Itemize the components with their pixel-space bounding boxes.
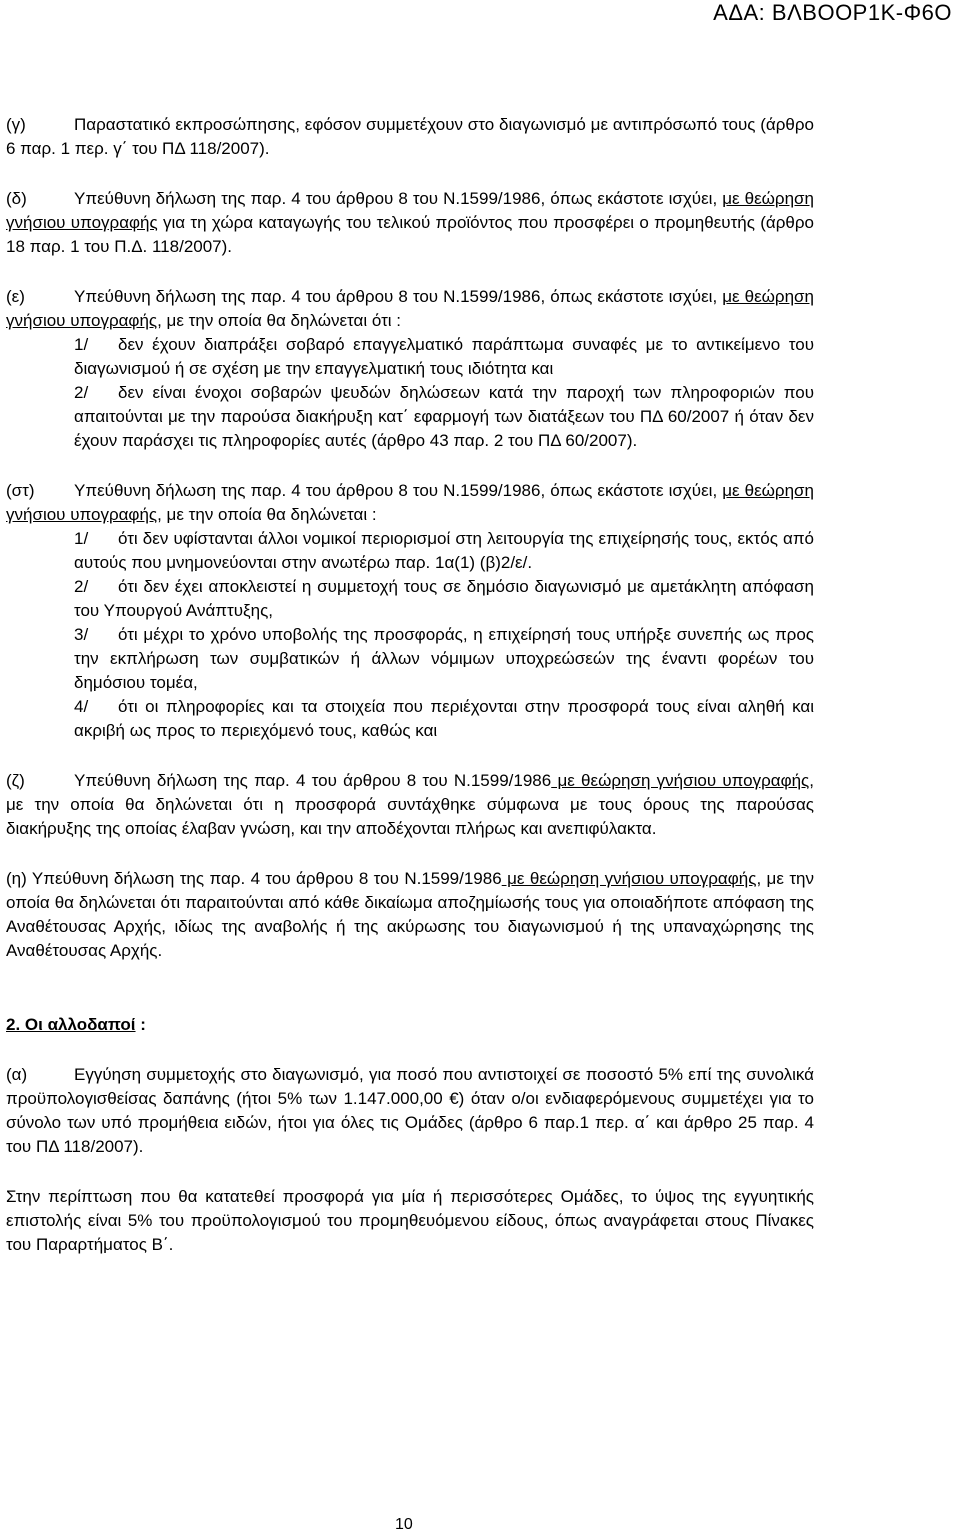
sub-text: δεν είναι ένοχοι σοβαρών ψευδών δηλώσεων κατά την παροχή των πληροφοριών που απαιτούνται με την παρούσα διακήρυξη κατ΄ εφαρμογή των διατάξεων του ΠΔ 60/2007 ή όταν δεν έχουν παράσχει τις πληροφορίες αυτές (άρθρο 43 παρ. 2 του ΠΔ 60/2007). [74, 383, 814, 450]
item-z [6, 769, 814, 841]
item-z-underlined: με θεώρηση γνήσιου υπογραφής [551, 771, 810, 790]
item-g-label: (γ) [6, 115, 26, 134]
item-e-label: (ε) [6, 287, 25, 306]
item-d-label: (δ) [6, 189, 27, 208]
item-st-text-a: Υπεύθυνη δήλωση της παρ. 4 του άρθρου 8 του Ν.1599/1986, όπως εκάστοτε ισχύει, [74, 481, 723, 500]
item-d-text-a: Υπεύθυνη δήλωση της παρ. 4 του άρθρου 8 του Ν.1599/1986, όπως εκάστοτε ισχύει, [74, 189, 723, 208]
ada-code: ΑΔΑ: ΒΛΒΟΟΡ1Κ-Φ6Ο [713, 0, 952, 25]
item-e-text-a: Υπεύθυνη δήλωση της παρ. 4 του άρθρου 8 του Ν.1599/1986, όπως εκάστοτε ισχύει, [74, 287, 723, 306]
section-2-title-text: 2. Οι αλλοδαποί [6, 1015, 136, 1034]
item-g [6, 113, 814, 161]
document-body [6, 113, 814, 1257]
sub-text: ότι δεν έχει αποκλειστεί η συμμετοχή τους σε δημόσιο διαγωνισμό με αμετάκλητη απόφαση του Υπουργού Ανάπτυξης, [74, 577, 814, 620]
item-st [6, 479, 814, 527]
item-i-label: (η) [6, 869, 27, 888]
item-st-underlined: με θεώρηση γνήσιου υπογραφής [6, 481, 814, 524]
sub-number: 4/ [74, 697, 89, 716]
item-z-text-b: , με την οποία θα δηλώνεται ότι η προσφορά συντάχθηκε σύμφωνα με τους όρους της παρούσας διακήρυξης της οποίας έλαβαν γνώση, και την αποδέχονται πλήρως και ανεπιφύλακτα. [6, 771, 814, 838]
item-i [6, 867, 814, 963]
item-st-sub-3 [6, 623, 814, 695]
item-e-underlined: με θεώρηση γνήσιου υπογραφής [6, 287, 814, 330]
item-e-sub-2 [6, 381, 814, 453]
item-d-text-b: για τη χώρα καταγωγής του τελικού προϊόντος που προσφέρει ο προμηθευτής (άρθρο 18 παρ. 1 του Π.Δ. 118/2007). [6, 213, 814, 256]
section-2-item-a [6, 1063, 814, 1159]
item-st-text-b: , με την οποία θα δηλώνεται : [157, 505, 377, 524]
sub-text: ότι δεν υφίστανται άλλοι νομικοί περιορισμοί στη λειτουργία της επιχείρησής τους, εκτός από αυτούς που μνημονεύονται στην ανωτέρω παρ. 1α(1) (β)2/ε/. [74, 529, 814, 572]
sub-number: 1/ [74, 529, 89, 548]
item-st-sub-2 [6, 575, 814, 623]
item-i-text-b: , με την οποία θα δηλώνεται ότι παραιτούνται από κάθε δικαίωμα αποζημίωσής τους για οποιαδήποτε απόφαση της Αναθέτουσας Αρχής, ιδίως της αναβολής ή της ακύρωσης του διαγωνισμού ή της υπαναχώρησης της Αναθέτουσας Αρχής. [6, 869, 815, 960]
sub-number: 2/ [74, 383, 89, 402]
item-st-sub-1 [6, 527, 814, 575]
section-2-item-a-text: Εγγύηση συμμετοχής στο διαγωνισμό, για ποσό που αντιστοιχεί σε ποσοστό 5% επί της συνολικά προϋπολογισθείσας δαπάνης (ήτοι 5% των 1.147.000,00 €) όταν ο/οι ενδιαφερόμενους συμμετέχει για το σύνολο των υπό προμήθεια ειδών, ήτοι για όλες τις Ομάδες (άρθρο 6 παρ.1 περ. α΄ και άρθρο 25 παρ. 4 του ΠΔ 118/2007). [6, 1065, 814, 1156]
section-2-note: Στην περίπτωση που θα κατατεθεί προσφορά για μία ή περισσότερες Ομάδες, το ύψος της εγγυητικής επιστολής είναι 5% του προϋπολογισμού του προμηθευόμενου είδους, όπως αναγράφεται στους Πίνακες του Παραρτήματος Β΄. [6, 1187, 814, 1254]
item-e-sub-1 [6, 333, 814, 381]
item-z-text-a: Υπεύθυνη δήλωση της παρ. 4 του άρθρου 8 του Ν.1599/1986 [74, 771, 552, 790]
item-st-sub-4 [6, 695, 814, 743]
section-2-title [6, 1013, 814, 1037]
sub-number: 1/ [74, 335, 89, 354]
item-i-underlined: με θεώρηση γνήσιου υπογραφής [501, 869, 757, 888]
section-2-item-a-label: (α) [6, 1065, 28, 1084]
sub-text: ότι οι πληροφορίες και τα στοιχεία που περιέχονται στην προσφορά τους είναι αληθή και ακριβή ως προς το περιεχόμενό τους, καθώς και [74, 697, 814, 740]
item-d [6, 187, 814, 259]
page-number: 10 [395, 1516, 413, 1533]
item-e-text-b: , με την οποία θα δηλώνεται ότι : [157, 311, 402, 330]
sub-number: 2/ [74, 577, 89, 596]
section-2-title-suffix: : [135, 1015, 146, 1034]
item-i-text-a: Υπεύθυνη δήλωση της παρ. 4 του άρθρου 8 του Ν.1599/1986 [31, 869, 502, 888]
item-z-label: (ζ) [6, 771, 25, 790]
item-st-label: (στ) [6, 481, 35, 500]
item-e [6, 285, 814, 333]
sub-text: δεν έχουν διαπράξει σοβαρό επαγγελματικό παράπτωμα συναφές με το αντικείμενο του διαγωνισμού ή σε σχέση με την επαγγελματική τους ιδιότητα και [74, 335, 814, 378]
sub-number: 3/ [74, 625, 89, 644]
item-d-underlined: με θεώρηση γνήσιου υπογραφής [6, 189, 814, 232]
sub-text: ότι μέχρι το χρόνο υποβολής της προσφοράς, η επιχείρησή τους υπήρξε συνεπής ως προς την εκπλήρωση των συμβατικών ή άλλων νόμιμων υποχρεώσεών της έναντι φορέων του δημόσιου τομέα, [74, 625, 814, 692]
item-g-text: Παραστατικό εκπροσώπησης, εφόσον συμμετέχουν στο διαγωνισμό με αντιπρόσωπό τους (άρθρο 6 παρ. 1 περ. γ΄ του ΠΔ 118/2007). [6, 115, 814, 158]
